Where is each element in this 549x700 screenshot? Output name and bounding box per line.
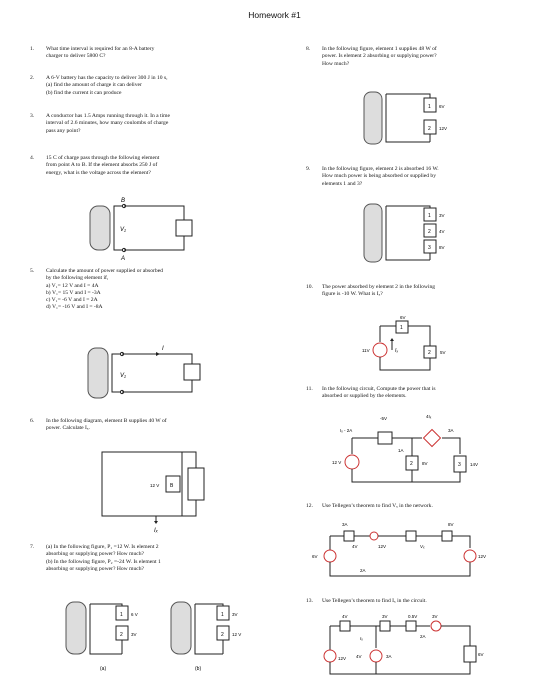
question-number: 1. bbox=[30, 46, 35, 52]
question-text: power. Is element 2 absorbing or supplying power? bbox=[322, 53, 437, 60]
question-10 bbox=[306, 284, 546, 299]
q11-circuit-figure bbox=[330, 408, 500, 490]
question-text: (a) In the following figure, P₁ =12 W. Is element 2 bbox=[46, 544, 159, 550]
question-text: A conductor has 1.5 Amps running through it. In a time bbox=[46, 113, 170, 119]
question-number: 10. bbox=[306, 284, 313, 290]
voltage-label: V₁ bbox=[120, 373, 126, 379]
element-voltage-6v: 6V bbox=[478, 652, 484, 657]
source-voltage-left: 6V bbox=[312, 554, 318, 559]
voltage-label-minus-5: -5V bbox=[380, 416, 388, 421]
question-text: charger to deliver 5800 C? bbox=[46, 53, 106, 60]
question-1 bbox=[30, 46, 270, 61]
question-text: absorbing or supplying power? How much? bbox=[46, 551, 145, 558]
element-1-label: 1 bbox=[221, 612, 224, 618]
question-text: figure is -10 W. What is Iₓ? bbox=[322, 291, 383, 298]
voltage-label-12v: 12V bbox=[378, 544, 387, 549]
question-text: b) V₁= 15 V and I = -3A bbox=[46, 289, 101, 296]
element-2-voltage: 12V bbox=[439, 126, 448, 131]
page-title: Homework #1 bbox=[248, 10, 301, 20]
node-label-a: A bbox=[121, 256, 126, 262]
question-text: 15 C of charge pass through the following element bbox=[46, 155, 160, 161]
current-label-3a: 3A bbox=[386, 654, 392, 659]
element-2-label: 2 bbox=[428, 229, 431, 235]
question-text: The power absorbed by element 2 in the following bbox=[322, 284, 436, 290]
element-1-voltage: 6V bbox=[400, 315, 406, 320]
q10-circuit-figure bbox=[360, 312, 470, 376]
current-label: Iₓ bbox=[154, 528, 158, 534]
element-1-voltage: 6V bbox=[439, 104, 445, 109]
q6-circuit-figure bbox=[96, 448, 226, 534]
node-label-b: B bbox=[121, 198, 126, 204]
question-text: elements 1 and 3? bbox=[322, 180, 363, 187]
element-2-voltage: 12 V bbox=[232, 632, 242, 637]
voltage-label: V₁ bbox=[120, 227, 126, 233]
question-number: 9. bbox=[306, 166, 311, 172]
current-label-2a: 2A bbox=[360, 568, 366, 573]
q8-circuit-figure bbox=[360, 88, 460, 148]
voltage-label-4v: 4V bbox=[342, 614, 348, 619]
question-number: 3. bbox=[30, 113, 35, 119]
voltage-label-3v-b: 3V bbox=[432, 614, 438, 619]
current-label: I bbox=[162, 346, 164, 352]
q4-circuit-figure bbox=[80, 192, 210, 264]
question-number: 5. bbox=[30, 268, 35, 274]
question-text: pass any point? bbox=[46, 127, 81, 134]
question-text: Calculate the amount of power supplied or absorbed bbox=[46, 268, 163, 274]
element-1-voltage: 6 V bbox=[131, 612, 138, 617]
q9-circuit-figure bbox=[360, 200, 460, 266]
q5-circuit-figure bbox=[82, 340, 222, 406]
element-2-label: 2 bbox=[410, 461, 413, 467]
question-7 bbox=[30, 544, 270, 573]
q7b-circuit-figure bbox=[165, 596, 275, 676]
question-text: energy, what is the voltage across the element? bbox=[46, 169, 151, 176]
current-label-ix: Iₓ bbox=[360, 636, 363, 641]
element-2-voltage: 4V bbox=[439, 229, 445, 234]
source-voltage-right: 12V bbox=[478, 554, 487, 559]
question-3 bbox=[30, 113, 270, 135]
question-number: 8. bbox=[306, 46, 311, 52]
dependent-source-label: 4V bbox=[356, 654, 362, 659]
element-3-voltage: 14V bbox=[470, 462, 479, 467]
question-text: How much? bbox=[322, 60, 350, 67]
current-label-3a: 3A bbox=[448, 428, 454, 433]
element-2-voltage: 8V bbox=[422, 461, 428, 466]
question-text: interval of 2.6 minutes, how many coulombs of charge bbox=[46, 120, 169, 127]
question-number: 12. bbox=[306, 503, 313, 509]
current-label: Iₓ bbox=[395, 348, 399, 354]
q13-circuit-figure bbox=[320, 610, 500, 686]
voltage-label-05v: 0.5V bbox=[408, 614, 418, 619]
source-voltage: 12V bbox=[338, 656, 347, 661]
element-2-label: 2 bbox=[221, 632, 224, 638]
question-text: (b) In the following figure, P₂ =-24 W. Is element 1 bbox=[46, 558, 161, 565]
question-text: In the following circuit, Compute the power that is bbox=[322, 386, 436, 392]
question-text: Use Tellegen’s theorem to find Iₓ in the circuit. bbox=[322, 598, 427, 604]
question-text: by the following element if, bbox=[46, 275, 109, 282]
question-text: absorbing or supplying power? How much? bbox=[46, 565, 145, 572]
element-1-voltage: 3V bbox=[232, 612, 238, 617]
question-number: 6. bbox=[30, 418, 35, 424]
question-13 bbox=[306, 598, 546, 605]
question-text: In the following figure, element 1 supplies 48 W of bbox=[322, 46, 437, 52]
figure-caption: (a) bbox=[100, 666, 107, 672]
question-2 bbox=[30, 75, 270, 97]
question-text: power. Calculate Iₓ. bbox=[46, 425, 90, 432]
element-2-voltage: 5V bbox=[440, 350, 446, 355]
question-text: What time interval is required for an 8-A battery bbox=[46, 46, 155, 52]
voltage-label-8v: 8V bbox=[448, 522, 454, 527]
current-label-2a: 2A bbox=[420, 634, 426, 639]
question-number: 13. bbox=[306, 598, 313, 604]
question-4 bbox=[30, 155, 270, 177]
question-5 bbox=[30, 268, 270, 312]
dependent-source-label: 4Iₓ bbox=[426, 414, 432, 419]
source-voltage: 11V bbox=[362, 348, 370, 353]
element-1-label: 1 bbox=[400, 325, 403, 331]
element-voltage-label: 12 V bbox=[150, 483, 160, 488]
question-11 bbox=[306, 386, 546, 401]
current-label-3a: 3A bbox=[342, 522, 348, 527]
voltage-label-4v: 4V bbox=[352, 544, 358, 549]
q7a-circuit-figure bbox=[60, 596, 170, 676]
question-number: 2. bbox=[30, 75, 35, 81]
element-1-label: 1 bbox=[428, 104, 431, 110]
question-text: from point A to B. If the element absorbs 250 J of bbox=[46, 162, 158, 169]
element-2-label: 2 bbox=[428, 350, 431, 356]
question-text: (b) find the current it can produce bbox=[46, 89, 122, 96]
current-expression: Iₓ - 2A bbox=[340, 428, 353, 433]
element-3-label: 3 bbox=[428, 245, 431, 251]
element-2-label: 2 bbox=[428, 126, 431, 132]
question-text: A 6-V battery has the capacity to deliver 300 J in 10 s, bbox=[46, 75, 168, 81]
question-9 bbox=[306, 166, 546, 188]
voltage-label-vx: Vₓ bbox=[420, 544, 425, 549]
question-text: In the following diagram, element B supplies 40 W of bbox=[46, 418, 167, 424]
question-text: absorbed or supplied by the elements. bbox=[322, 393, 407, 400]
question-8 bbox=[306, 46, 546, 68]
element-2-voltage: 3V bbox=[131, 632, 137, 637]
voltage-label-3v: 3V bbox=[382, 614, 388, 619]
question-text: Use Tellegen’s theorem to find Vₓ in the network. bbox=[322, 503, 433, 509]
element-1-voltage: 3V bbox=[439, 213, 445, 218]
question-number: 11. bbox=[306, 386, 313, 392]
question-text: a) V₁= 12 V and I = 4A bbox=[46, 282, 99, 289]
question-text: (a) find the amount of charge it can deliver bbox=[46, 82, 142, 89]
question-number: 7. bbox=[30, 544, 35, 550]
question-text: d) V₁= -16 V and I = -8A bbox=[46, 304, 103, 311]
question-12 bbox=[306, 503, 546, 510]
q12-circuit-figure bbox=[312, 518, 500, 584]
element-1-label: 1 bbox=[120, 612, 123, 618]
element-2-label: 2 bbox=[120, 632, 123, 638]
element-3-voltage: 8V bbox=[439, 245, 445, 250]
question-text: How much power is being absorbed or supplied by bbox=[322, 173, 437, 180]
current-label-1a: 1A bbox=[398, 448, 404, 453]
question-text: In the following figure, element 2 is absorbed 16 W. bbox=[322, 166, 439, 172]
element-1-label: 1 bbox=[428, 213, 431, 219]
question-number: 4. bbox=[30, 155, 35, 161]
element-b-label: B bbox=[170, 483, 174, 489]
question-text: c) V₁= -6 V and I = 2A bbox=[46, 297, 98, 304]
figure-caption: (b) bbox=[195, 666, 202, 672]
source-voltage: 12 V bbox=[332, 460, 342, 465]
element-3-label: 3 bbox=[458, 462, 461, 468]
question-6 bbox=[30, 418, 270, 433]
